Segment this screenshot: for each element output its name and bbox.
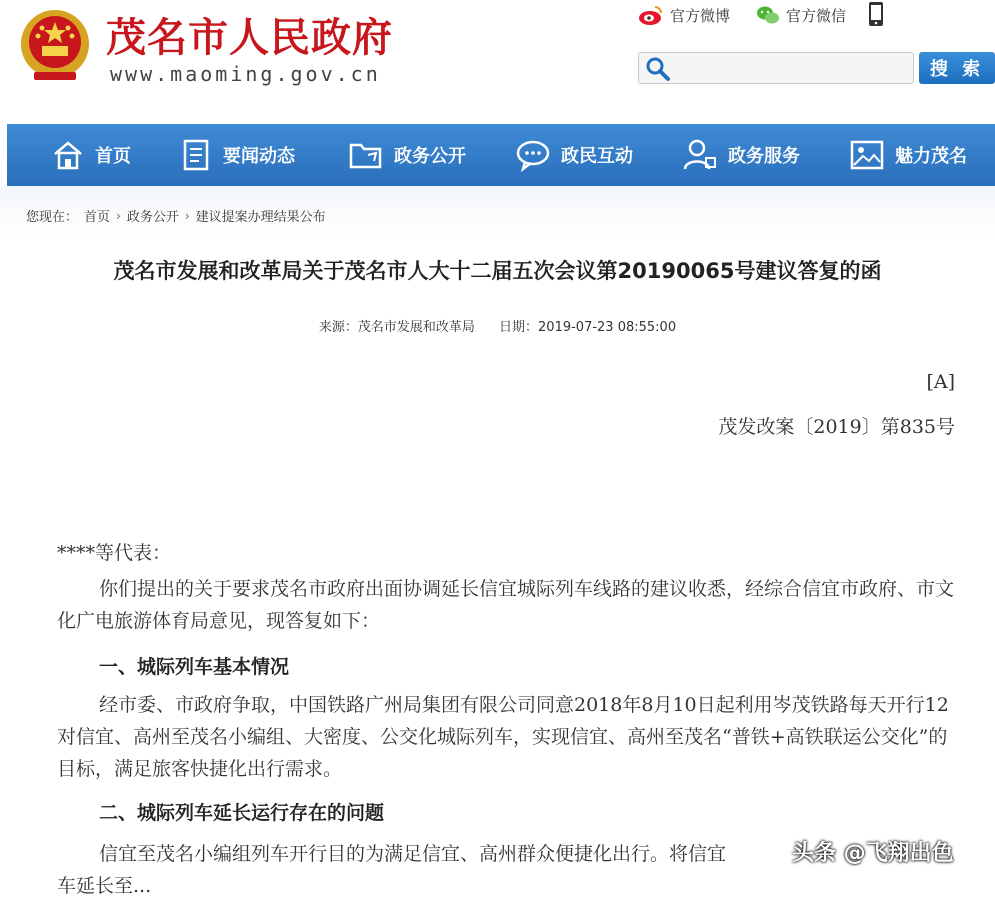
breadcrumb-item-home[interactable]: 首页 bbox=[84, 210, 111, 225]
picture-icon bbox=[849, 138, 885, 172]
breadcrumb-item-results[interactable]: 建议提案办理结果公布 bbox=[195, 210, 326, 225]
user-icon bbox=[682, 138, 718, 172]
home-icon bbox=[51, 138, 85, 172]
weibo-link[interactable] bbox=[638, 4, 730, 26]
article-date: 日期：2019-07-23 08:55:00 bbox=[499, 320, 677, 335]
nav-item-charm[interactable] bbox=[849, 124, 967, 186]
nav-label-interaction: 政民互动 bbox=[561, 146, 633, 167]
search-box bbox=[638, 52, 914, 84]
nav-label-charm: 魅力茂名 bbox=[895, 146, 967, 167]
section2-text: 信宜至茂名小编组列车开行目的为满足信宜、高州群众便捷化出行。将信宜 bbox=[99, 843, 727, 865]
article-source: 来源：茂名市发展和改革局 bbox=[318, 320, 475, 335]
nav-label-news: 要闻动态 bbox=[223, 146, 295, 167]
article-title: 茂名市发展和改革局关于茂名市人大十二届五次会议第20190065号建议答复的函 bbox=[113, 259, 882, 283]
breadcrumb-item-gov-affairs[interactable]: 政务公开 bbox=[126, 210, 179, 225]
classification-level: [A] bbox=[926, 371, 955, 393]
chat-icon bbox=[515, 138, 551, 172]
search-icon bbox=[645, 56, 671, 82]
weibo-icon bbox=[638, 4, 664, 26]
wechat-icon bbox=[756, 4, 780, 26]
site-url: www.maoming.gov.cn bbox=[110, 62, 381, 86]
salutation: ****等代表： bbox=[57, 542, 172, 564]
nav-item-news[interactable] bbox=[181, 124, 295, 186]
site-title[interactable]: 茂名市人民政府 bbox=[106, 15, 393, 61]
nav-item-gov-affairs[interactable] bbox=[348, 124, 466, 186]
document-number: 茂发改案〔2019〕第835号 bbox=[718, 416, 955, 438]
main-nav bbox=[7, 124, 995, 186]
intro-text: 你们提出的关于要求茂名市政府出面协调延长信宜城际列车线路的建议收悉，经综合信宜市政府、市文化广电旅游体育局意见，现答复如下： bbox=[57, 578, 955, 632]
search-button[interactable]: 搜 索 bbox=[919, 52, 995, 84]
search-input[interactable] bbox=[675, 56, 909, 82]
section1-heading: 一、城际列车基本情况 bbox=[99, 656, 290, 678]
article-meta bbox=[0, 316, 995, 335]
mobile-icon[interactable] bbox=[868, 1, 884, 27]
section1-text: 经市委、市政府争取，中国铁路广州局集团有限公司同意2018年8月10日起利用岑茂铁路每天开行12对信宜、高州至茂名小编组、大密度、公交化城际列车，实现信宜、高州至茂名“普铁+高铁联运公交化”的目标，满足旅客快捷化出行需求。 bbox=[57, 694, 949, 780]
chevron-right-icon: › bbox=[116, 208, 121, 223]
nav-item-interaction[interactable] bbox=[515, 124, 633, 186]
section2-text-line2: 车延长至... bbox=[57, 875, 152, 897]
watermark: 头条 @飞翔出色 bbox=[792, 841, 954, 866]
weibo-label: 官方微博 bbox=[670, 6, 731, 25]
nav-label-home: 首页 bbox=[95, 146, 131, 167]
section1-paragraph bbox=[57, 689, 955, 785]
site-header bbox=[0, 0, 995, 122]
nav-label-gov-affairs: 政务公开 bbox=[394, 146, 466, 167]
nav-label-services: 政务服务 bbox=[728, 146, 800, 167]
nav-item-services[interactable] bbox=[682, 124, 800, 186]
intro-paragraph bbox=[57, 573, 955, 637]
folder-icon bbox=[348, 139, 384, 171]
section2-heading: 二、城际列车延长运行存在的问题 bbox=[99, 802, 385, 824]
nav-item-home[interactable] bbox=[51, 124, 131, 186]
document-icon bbox=[181, 138, 213, 172]
breadcrumb-prefix: 您现在： bbox=[26, 210, 79, 225]
wechat-label: 官方微信 bbox=[786, 6, 847, 25]
national-emblem-icon bbox=[18, 6, 92, 86]
wechat-link[interactable] bbox=[756, 4, 846, 26]
breadcrumb bbox=[0, 186, 995, 242]
chevron-right-icon: › bbox=[184, 208, 190, 223]
